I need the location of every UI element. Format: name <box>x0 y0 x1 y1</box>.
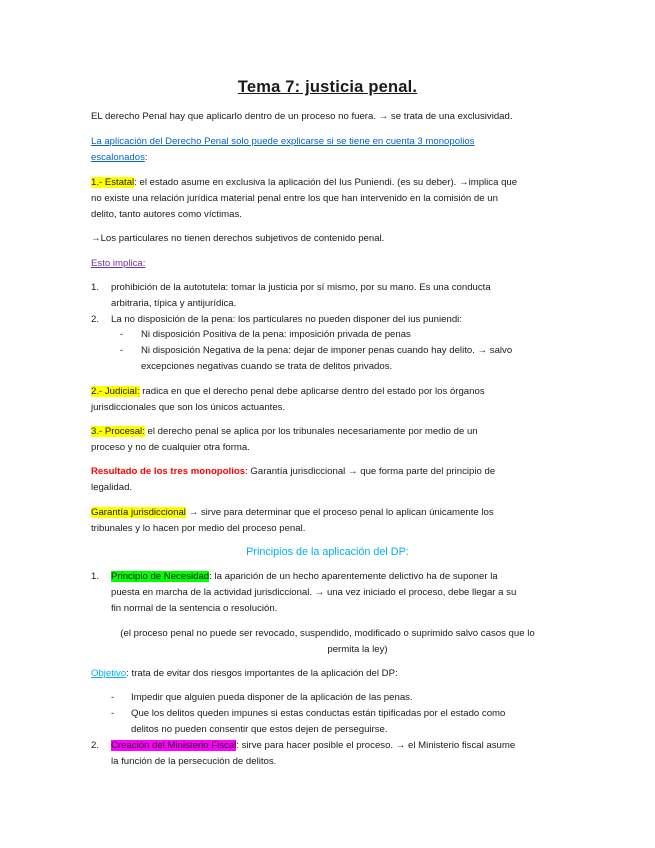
disposicion-positiva: Ni disposición Positiva de la pena: imposición privada de penas <box>141 329 411 340</box>
resultado-line-2: legalidad. <box>91 482 133 493</box>
estatal-line-2: no existe una relación jurídica material penal entre los que han intervenido en la comisión de un <box>91 193 498 204</box>
objetivo-item-2-line-1: Que los delitos queden impunes si estas conductas están tipificadas por el estado como <box>131 708 506 719</box>
resultado-line-1: Resultado de los tres monopolios: Garantía jurisdiccional → que forma parte del principio de <box>91 466 496 477</box>
implica-item-1-line-1: prohibición de la autotutela: tomar la justicia por sí mismo, por su mano. Es una conducta <box>111 282 491 293</box>
garantia-line-1: Garantía jurisdiccional → sirve para determinar que el proceso penal lo aplican únicamente los <box>91 507 494 518</box>
garantia-label: Garantía jurisdiccional <box>91 507 186 518</box>
aplicacion-link-1[interactable]: La aplicación del Derecho Penal solo puede explicarse si se tiene en cuenta 3 monopolios <box>91 136 475 147</box>
necesidad-line-3: fin normal de la sentencia o resolución. <box>111 603 278 614</box>
objetivo-line: Objetivo: trata de evitar dos riesgos importantes de la aplicación del DP: <box>91 668 398 679</box>
estatal-label: 1.- Estatal <box>91 177 135 188</box>
page-title: Tema 7: justicia penal. <box>237 78 418 96</box>
resultado-label: Resultado de los tres monopolios <box>91 466 246 477</box>
esto-implica-link[interactable]: Esto implica: <box>91 258 146 269</box>
objetivo-link[interactable]: Objetivo <box>91 668 127 679</box>
list-number: 2. <box>91 740 100 751</box>
sub-bullet: - <box>111 708 115 719</box>
nota-line-1: (el proceso penal no puede ser revocado, suspendido, modificado o suprimido salvo casos que lo <box>120 628 535 639</box>
ministerio-line-2: la función de la persecución de delitos. <box>111 756 277 767</box>
ministerio-line-1: Creación del Ministerio Fiscal: sirve para hacer posible el proceso. → el Ministerio fiscal asume <box>111 740 516 751</box>
esto-implica-heading <box>91 256 145 272</box>
necesidad-line-1: Principio de Necesidad: la aparición de un hecho aparentemente delictivo ha de suponer la <box>111 571 498 582</box>
garantia-line-2: tribunales y lo hacen por medio del proceso penal. <box>91 523 306 534</box>
procesal-label: 3.- Procesal: <box>91 426 145 437</box>
particulares-paragraph: →Los particulares no tienen derechos subjetivos de contenido penal. <box>91 233 385 244</box>
disposicion-negativa-line-2: excepciones negativas cuando se trata de delitos privados. <box>141 361 393 372</box>
aplicacion-line-2: escalonados: <box>91 152 148 163</box>
procesal-line-1: 3.- Procesal: el derecho penal se aplica por los tribunales necesariamente por medio de un <box>91 426 478 437</box>
judicial-label: 2.- Judicial: <box>91 386 140 397</box>
principios-heading: Principios de la aplicación del DP: <box>246 546 409 558</box>
objetivo-item-1: Impedir que alguien pueda disponer de la aplicación de las penas. <box>131 692 413 703</box>
aplicacion-link-2[interactable]: escalonados <box>91 152 145 163</box>
implica-item-1-line-2: arbitraria, típica y antijurídica. <box>111 298 237 309</box>
list-number: 1. <box>91 571 100 582</box>
aplicacion-line-1 <box>91 134 474 150</box>
necesidad-label: Principio de Necesidad <box>111 571 210 582</box>
sub-bullet: - <box>120 345 124 356</box>
sub-bullet: - <box>111 692 115 703</box>
implica-item-2-line-1: La no disposición de la pena: los particulares no pueden disponer del ius puniendi: <box>111 314 462 325</box>
intro-paragraph: EL derecho Penal hay que aplicarlo dentro de un proceso no fuera. → se trata de una exclusividad. <box>91 111 513 122</box>
necesidad-line-2: puesta en marcha de la actividad jurisdiccional. → una vez iniciado el proceso, debe llegar a su <box>111 587 517 598</box>
estatal-line-3: delito, tanto autores como víctimas. <box>91 209 242 220</box>
judicial-line-2: jurisdiccionales que son los únicos actuantes. <box>91 402 286 413</box>
objetivo-item-2-line-2: delitos no pueden consentir que estos dejen de perseguirse. <box>131 724 388 735</box>
list-number: 2. <box>91 314 100 325</box>
estatal-line-1: 1.- Estatal: el estado asume en exclusiva la aplicación del Ius Puniendi. (es su deber). →implica que <box>91 177 518 188</box>
ministerio-label: Creación del Ministerio Fiscal <box>111 740 237 751</box>
judicial-line-1: 2.- Judicial: radica en que el derecho penal debe aplicarse dentro del estado por los órganos <box>91 386 485 397</box>
nota-line-2: permita la ley) <box>327 644 388 655</box>
procesal-line-2: proceso y no de cualquier otra forma. <box>91 442 250 453</box>
list-number: 1. <box>91 282 100 293</box>
disposicion-negativa-line-1: Ni disposición Negativa de la pena: dejar de imponer penas cuando hay delito. → salvo <box>141 345 513 356</box>
sub-bullet: - <box>120 329 124 340</box>
